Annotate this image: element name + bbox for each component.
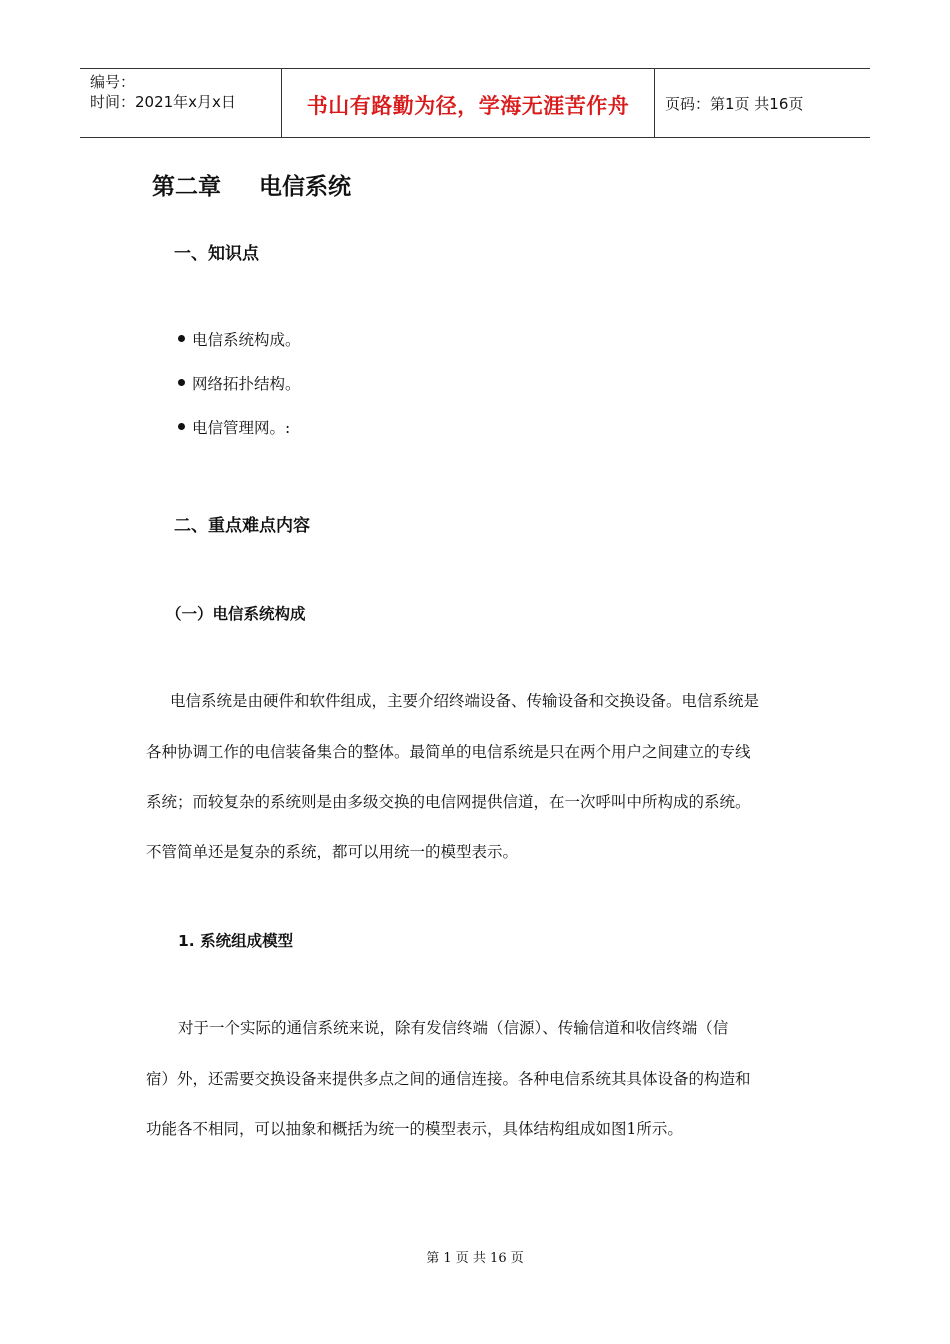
section-heading-key-points: 二、重点难点内容 — [174, 516, 310, 536]
header-page-cell — [655, 69, 870, 137]
bullet-icon — [178, 423, 185, 430]
document-number-label: 编号： — [90, 73, 136, 91]
section-heading-knowledge: 一、知识点 — [174, 244, 259, 264]
bullet-icon — [178, 335, 185, 342]
list-item: 电信管理网。: — [178, 416, 290, 438]
header-table — [80, 68, 870, 138]
list-item: 网络拓扑结构。 — [178, 372, 301, 394]
paragraph-line: 系统；而较复杂的系统则是由多级交换的电信网提供信道，在一次呼叫中所构成的系统。 — [146, 793, 751, 811]
paragraph-line: 宿）外，还需要交换设备来提供多点之间的通信连接。各种电信系统其具体设备的构造和 — [146, 1070, 751, 1088]
header-page-info: 页码：第1页 共16页 — [665, 94, 804, 113]
paragraph-line: 各种协调工作的电信装备集合的整体。最简单的电信系统是只在两个用户之间建立的专线 — [146, 743, 751, 761]
page-footer: 第 1 页 共 16 页 — [426, 1251, 524, 1266]
paragraph-line: 功能各不相同，可以抽象和概括为统一的模型表示，具体结构组成如图1所示。 — [146, 1120, 683, 1138]
chapter-name: 电信系统 — [259, 174, 351, 200]
chapter-title — [152, 168, 351, 201]
chapter-number: 第二章 — [152, 174, 221, 200]
header-motto: 书山有路勤为径，学海无涯苦作舟 — [306, 94, 630, 118]
paragraph-line: 电信系统是由硬件和软件组成，主要介绍终端设备、传输设备和交换设备。电信系统是 — [170, 692, 760, 710]
subsection-heading: （一）电信系统构成 — [166, 605, 306, 623]
paragraph-line: 对于一个实际的通信系统来说，除有发信终端（信源）、传输信道和收信终端（信 — [178, 1019, 729, 1037]
header-motto-cell — [282, 69, 655, 137]
bullet-icon — [178, 379, 185, 386]
document-time-label: 时间：2021年x月x日 — [90, 93, 236, 111]
header-meta-cell — [80, 69, 282, 137]
list-item: 电信系统构成。 — [178, 328, 301, 350]
paragraph-line: 不管简单还是复杂的系统，都可以用统一的模型表示。 — [146, 843, 519, 861]
item-heading: 1. 系统组成模型 — [178, 932, 294, 950]
